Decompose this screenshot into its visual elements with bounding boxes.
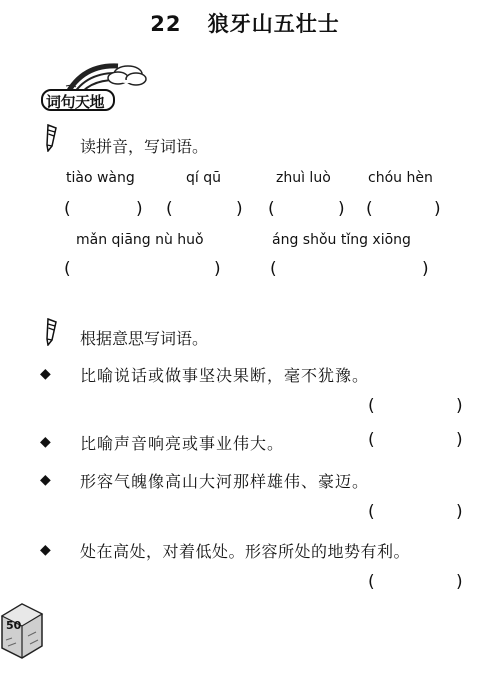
section-logo-text: 词句天地 <box>46 93 105 111</box>
page-number: 50 <box>6 619 22 632</box>
answer-close-7[interactable]: ) <box>456 396 463 416</box>
answer-close-2[interactable]: ) <box>236 199 243 219</box>
definition-3: 形容气魄像高山大河那样雄伟、豪迈。 <box>80 472 370 491</box>
section2-heading: 根据意思写词语。 <box>80 329 209 348</box>
lesson-name: 狼牙山五壮士 <box>207 12 340 36</box>
answer-open-4[interactable]: ( <box>366 199 373 219</box>
lesson-number: 22 <box>150 12 182 36</box>
answer-close-4[interactable]: ) <box>434 199 441 219</box>
bullet-icon: ◆ <box>40 542 51 558</box>
answer-close-6[interactable]: ) <box>422 259 429 279</box>
answer-close-10[interactable]: ) <box>456 572 463 592</box>
cube-icon <box>0 596 44 669</box>
definition-4: 处在高处，对着低处。形容所处的地势有利。 <box>80 542 411 561</box>
answer-close-8[interactable]: ) <box>456 430 463 450</box>
answer-open-10[interactable]: ( <box>368 572 375 592</box>
pinyin-2: qí qū <box>186 170 221 186</box>
bullet-icon: ◆ <box>40 366 51 382</box>
answer-close-3[interactable]: ) <box>338 199 345 219</box>
answer-close-5[interactable]: ) <box>214 259 221 279</box>
pinyin-1: tiào wàng <box>66 170 135 186</box>
answer-open-7[interactable]: ( <box>368 396 375 416</box>
answer-open-9[interactable]: ( <box>368 502 375 522</box>
pencil-icon <box>42 124 60 156</box>
answer-open-1[interactable]: ( <box>64 199 71 219</box>
page-number-badge <box>0 596 44 673</box>
definition-1: 比喻说话或做事坚决果断，毫不犹豫。 <box>80 366 370 385</box>
answer-open-5[interactable]: ( <box>64 259 71 279</box>
pinyin-3: zhuì luò <box>276 170 331 186</box>
section1-heading: 读拼音，写词语。 <box>80 137 209 156</box>
answer-open-3[interactable]: ( <box>268 199 275 219</box>
pinyin-5: mǎn qiāng nù huǒ <box>76 232 204 248</box>
answer-open-8[interactable]: ( <box>368 430 375 450</box>
answer-close-1[interactable]: ) <box>136 199 143 219</box>
bullet-icon: ◆ <box>40 434 51 450</box>
pinyin-6: áng shǒu tǐng xiōng <box>272 232 411 248</box>
pinyin-4: chóu hèn <box>368 170 433 186</box>
definition-2: 比喻声音响亮或事业伟大。 <box>80 434 285 453</box>
pencil-icon <box>42 318 60 350</box>
answer-close-9[interactable]: ) <box>456 502 463 522</box>
bullet-icon: ◆ <box>40 472 51 488</box>
lesson-title <box>0 8 490 38</box>
answer-open-2[interactable]: ( <box>166 199 173 219</box>
section-logo <box>40 60 150 116</box>
answer-open-6[interactable]: ( <box>270 259 277 279</box>
